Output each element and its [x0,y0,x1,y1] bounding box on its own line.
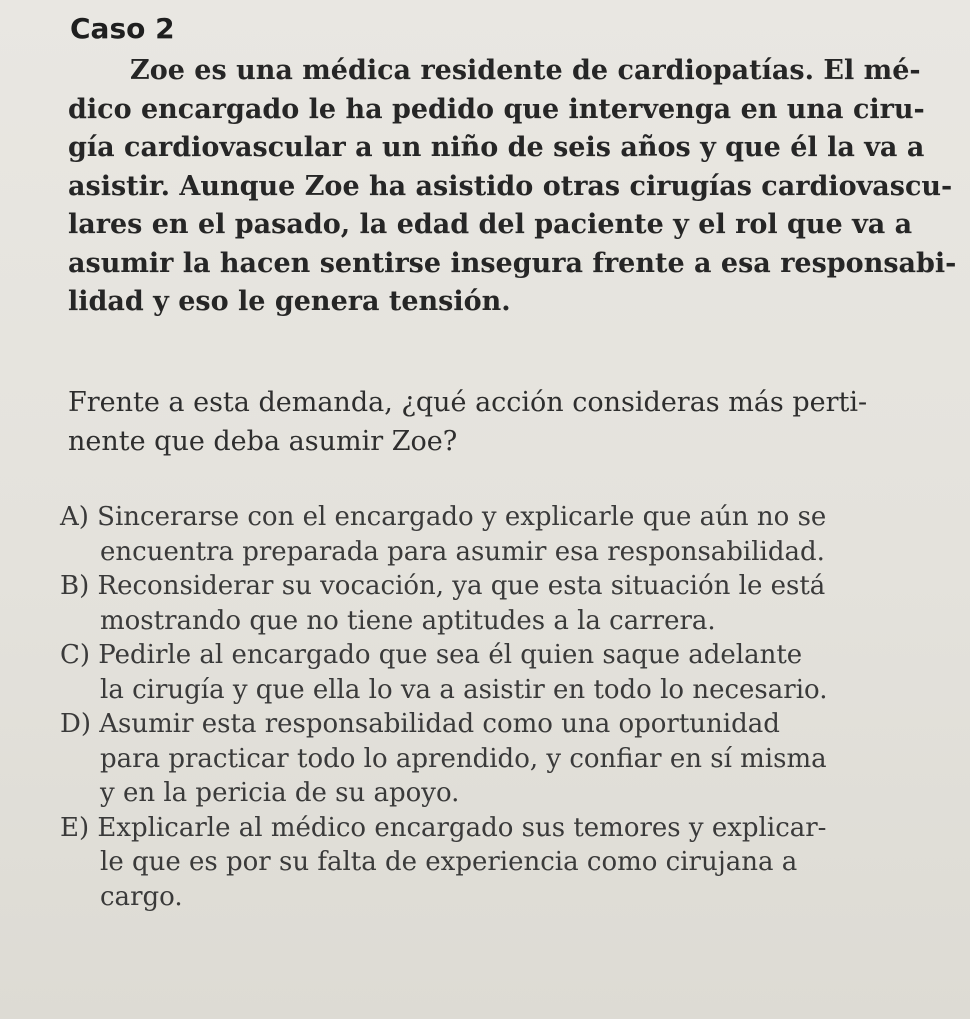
question-line: Frente a esta demanda, ¿qué acción consideras más perti- [68,387,868,418]
option-line: mostrando que no tiene aptitudes a la carrera. [100,605,716,636]
option-line: E) Explicarle al médico encargado sus temores y explicar- [60,812,827,843]
scenario-line: dico encargado le ha pedido que intervenga en una ciru- [68,93,925,125]
scenario-line: lidad y eso le genera tensión. [68,286,511,317]
option-line: C) Pedirle al encargado que sea él quien saque adelante [60,640,803,670]
option-line: le que es por su falta de experiencia como cirujana a [100,847,798,877]
option-e[interactable] [60,811,960,915]
question-line: nente que deba asumir Zoe? [68,425,458,457]
answer-options [60,500,960,914]
option-line: la cirugía y que ella lo va a asistir en todo lo necesario. [100,674,828,705]
option-line: A) Sincerarse con el encargado y explicarle que aún no se [60,502,827,532]
scenario-line: asumir la hacen sentirse insegura frente a esa responsabi- [68,247,957,279]
option-c[interactable] [60,638,960,707]
option-d[interactable] [60,707,960,811]
option-b[interactable] [60,569,960,638]
option-line: D) Asumir esta responsabilidad como una oportunidad [60,709,780,739]
option-line: encuentra preparada para asumir esa responsabilidad. [100,536,825,567]
scenario-paragraph [68,52,957,322]
scenario-line: gía cardiovascular a un niño de seis años y que él la va a [68,132,925,163]
option-line: B) Reconsiderar su vocación, ya que esta situación le está [60,571,826,601]
option-line: cargo. [100,881,183,912]
question-paragraph [68,384,948,461]
case-title: Caso 2 [70,12,175,45]
scenario-line: Zoe es una médica residente de cardiopatías. El mé- [130,55,921,86]
scenario-line: lares en el pasado, la edad del paciente y el rol que va a [68,209,913,240]
option-line: para practicar todo lo aprendido, y confiar en sí misma [100,743,827,774]
scenario-line: asistir. Aunque Zoe ha asistido otras cirugías cardiovascu- [68,170,953,202]
option-line: y en la pericia de su apoyo. [100,778,460,808]
option-a[interactable] [60,500,960,569]
